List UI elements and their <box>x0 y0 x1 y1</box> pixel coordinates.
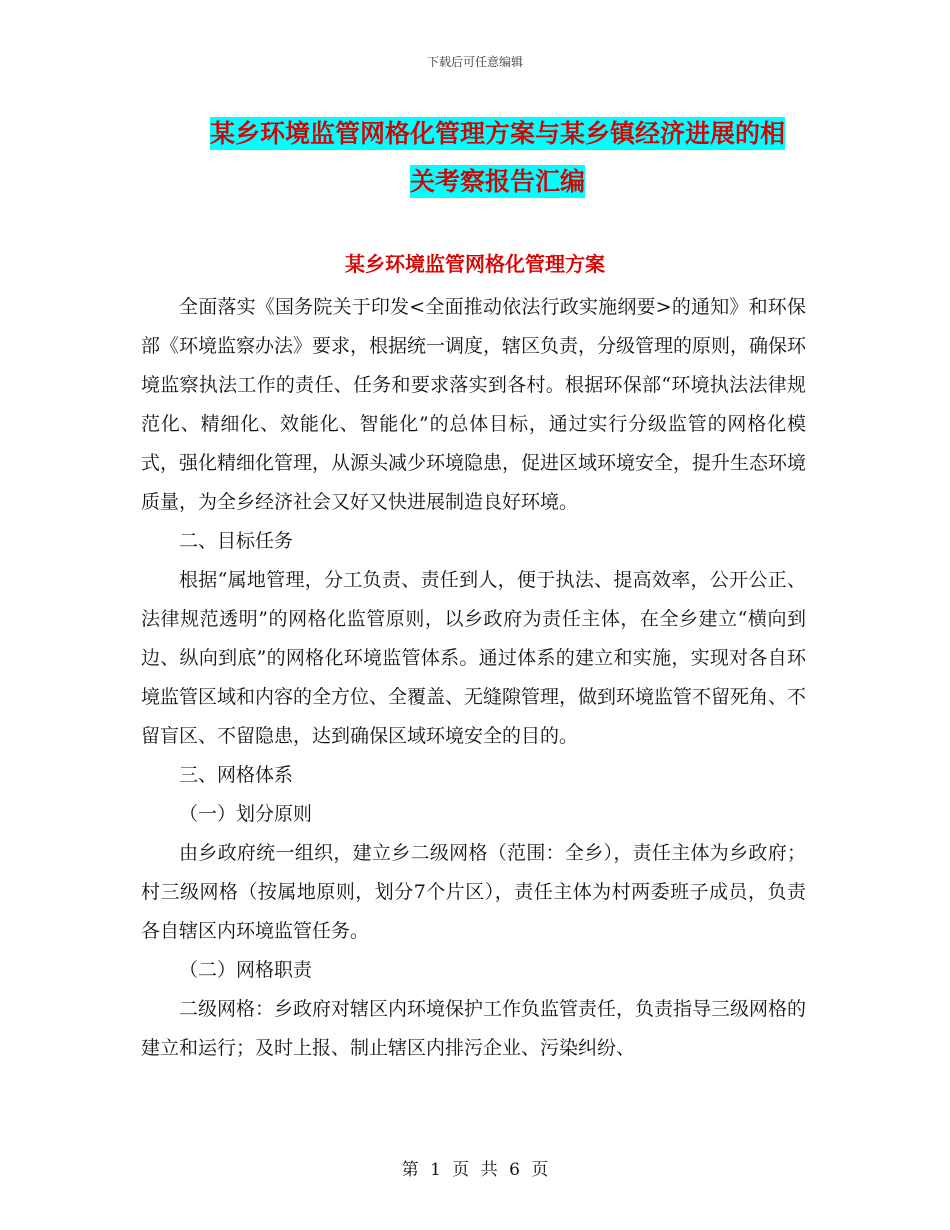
document-body <box>141 288 806 1068</box>
subheading-grid-duties: （二）网格职责 <box>179 959 313 981</box>
page-footer: 第 1 页 共 6 页 <box>401 1160 549 1180</box>
document-title-line-2: 关考察报告汇编 <box>409 167 585 196</box>
page-header-note: 下载后可任意编辑 <box>426 55 523 69</box>
paragraph-targets: 根据“属地管理，分工负责、责任到人，便于执法、提高效率，公开公正、法律规范透明”的网格化监管原则，以乡政府为责任主体，在全乡建立“横向到边、纵向到底”的网格化环境监管体系。通过体系的建立和实施，实现对各自环境监管区域和内容的全方位、全覆盖、无缝隙管理，做到环境监管不留死角、不留盲区、不留隐患，达到确保区域环境安全的目的。 <box>141 569 807 747</box>
paragraph-intro: 全面落实《国务院关于印发<全面推动依法行政实施纲要>的通知》和环保部《环境监察办法》要求，根据统一调度，辖区负责，分级管理的原则，确保环境监察执法工作的责任、任务和要求落实到各村。根据环保部“环境执法法律规范化、精细化、效能化、智能化”的总体目标，通过实行分级监管的网格化模式，强化精细化管理，从源头减少环境隐患，促进区域环境安全，提升生态环境质量，为全乡经济社会又好又快进展制造良好环境。 <box>141 296 807 513</box>
subheading-division-principle: （一）划分原则 <box>179 803 313 825</box>
heading-grid-system: 三、网格体系 <box>179 764 294 786</box>
document-title-line-1: 某乡环境监管网格化管理方案与某乡镇经济进展的相 <box>209 119 785 148</box>
heading-targets: 二、目标任务 <box>179 530 294 552</box>
paragraph-division-principle: 由乡政府统一组织，建立乡二级网格（范围：全乡），责任主体为乡政府；村三级网格（按属地原则，划分7个片区），责任主体为村两委班子成员，负责各自辖区内环境监管任务。 <box>141 842 806 942</box>
paragraph-grid-duties: 二级网格：乡政府对辖区内环境保护工作负监管责任，负责指导三级网格的建立和运行；及时上报、制止辖区内排污企业、污染纠纷、 <box>141 998 807 1059</box>
section-title: 某乡环境监管网格化管理方案 <box>345 252 605 276</box>
document-title <box>140 110 855 206</box>
